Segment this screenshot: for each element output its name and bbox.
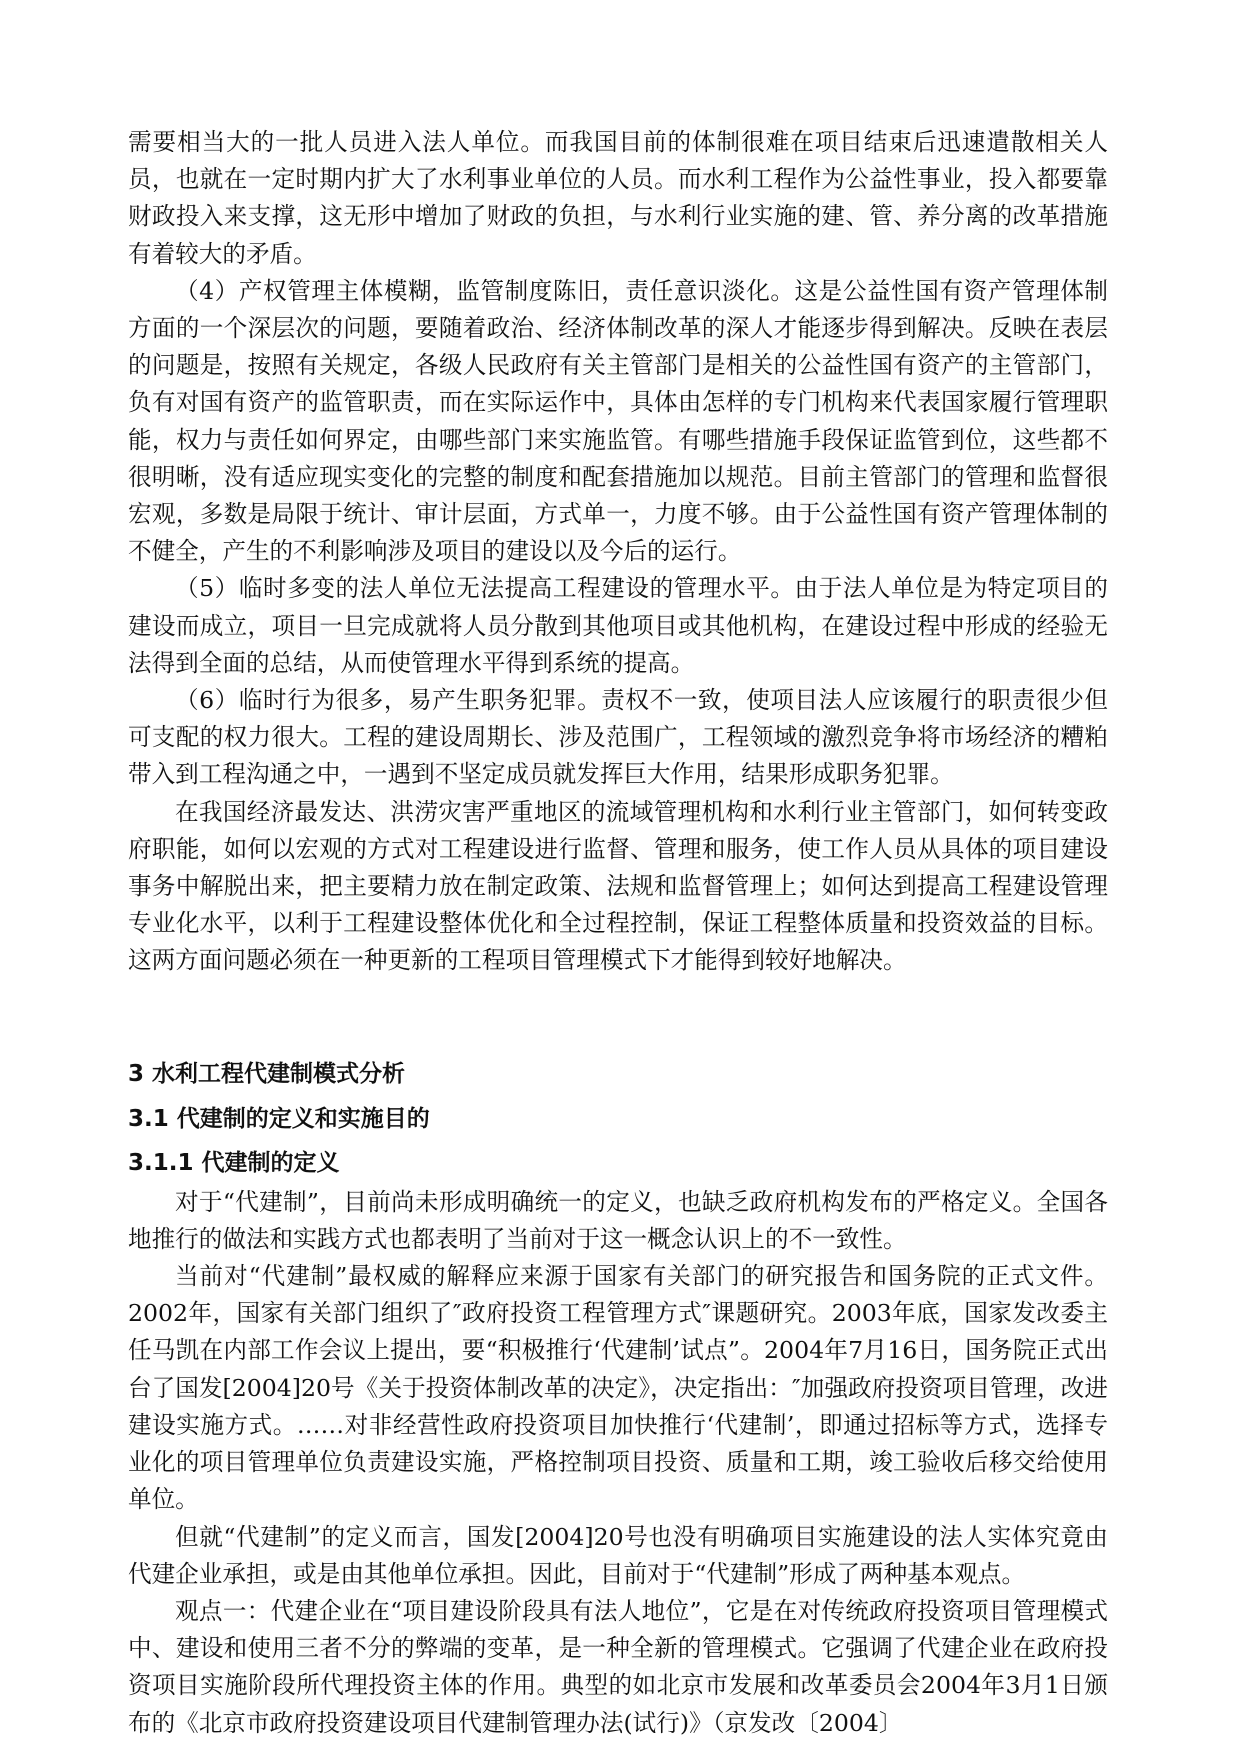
heading-section-3-1: 3.1 代建制的定义和实施目的 xyxy=(128,1105,430,1132)
paragraph-definition-1: 对于“代建制”，目前尚未形成明确统一的定义，也缺乏政府机构发布的严格定义。全国各地推行的做法和实践方式也都表明了当前对于这一概念认识上的不一致性。 xyxy=(128,1187,1108,1253)
paragraph-summary: 在我国经济最发达、洪涝灾害严重地区的流域管理机构和水利行业主管部门，如何转变政府职能，如何以宏观的方式对工程建设进行监督、管理和服务，使工作人员从具体的项目建设事务中解脱出来，把主要精力放在制定政策、法规和监督管理上；如何达到提高工程建设管理专业化水平，以利于工程建设整体优化和全过程控制，保证工程整体质量和投资效益的目标。这两方面问题必须在一种更新的工程项目管理模式下才能得到较好地解决。 xyxy=(128,797,1108,975)
paragraph-definition-2: 当前对“代建制”最权威的解释应来源于国家有关部门的研究报告和国务院的正式文件。2002年，国家有关部门组织了″政府投资工程管理方式″课题研究。2003年底，国家发改委主任马凯在内部工作会议上提出，要“积极推行‘代建制’试点”。2004年7月16日，国务院正式出台了国发[2004]20号《关于投资体制改革的决定》，决定指出：″加强政府投资项目管理，改进建设实施方式。……对非经营性政府投资项目加快推行‘代建制’，即通过招标等方式，选择专业化的项目管理单位负责建设实施，严格控制项目投资、质量和工期，竣工验收后移交给使用单位。 xyxy=(128,1262,1108,1514)
heading-section-3-1-1: 3.1.1 代建制的定义 xyxy=(128,1149,340,1176)
section-gap xyxy=(128,980,1108,1052)
paragraph-intro-continued: 需要相当大的一批人员进入法人单位。而我国目前的体制很难在项目结束后迅速遣散相关人员，也就在一定时期内扩大了水利事业单位的人员。而水利工程作为公益性事业，投入都要靠财政投入来支撑，这无形中增加了财政的负担，与水利行业实施的建、管、养分离的改革措施有着较大的矛盾。 xyxy=(128,128,1108,268)
paragraph-viewpoint-1: 观点一：代建企业在“项目建设阶段具有法人地位”，它是在对传统政府投资项目管理模式中、建设和使用三者不分的弊端的变革，是一种全新的管理模式。它强调了代建企业在政府投资项目实施阶段所代理投资主体的作用。典型的如北京市发展和改革委员会2004年3月1日颁布的《北京市政府投资建设项目代建制管理办法(试行)》（京发改〔2004〕 xyxy=(128,1596,1108,1737)
paragraph-item-5: （5）临时多变的法人单位无法提高工程建设的管理水平。由于法人单位是为特定项目的建设而成立，项目一旦完成就将人员分散到其他项目或其他机构，在建设过程中形成的经验无法得到全面的总结，从而使管理水平得到系统的提高。 xyxy=(128,574,1108,677)
paragraph-definition-3: 但就“代建制”的定义而言，国发[2004]20号也没有明确项目实施建设的法人实体究竟由代建企业承担，或是由其他单位承担。因此，目前对于“代建制”形成了两种基本观点。 xyxy=(128,1522,1108,1588)
document-page xyxy=(128,124,1108,1742)
paragraph-item-4: （4）产权管理主体模糊，监管制度陈旧，责任意识淡化。这是公益性国有资产管理体制方面的一个深层次的问题，要随着政治、经济体制改革的深人才能逐步得到解决。反映在表层的问题是，按照有关规定，各级人民政府有关主管部门是相关的公益性国有资产的主管部门，负有对国有资产的监管职责，而在实际运作中，具体由怎样的专门机构来代表国家履行管理职能，权力与责任如何界定，由哪些部门来实施监管。有哪些措施手段保证监管到位，这些都不很明晰，没有适应现实变化的完整的制度和配套措施加以规范。目前主管部门的管理和监督很宏观，多数是局限于统计、审计层面，方式单一，力度不够。由于公益性国有资产管理体制的不健全，产生的不利影响涉及项目的建设以及今后的运行。 xyxy=(128,276,1108,566)
paragraph-item-6: （6）临时行为很多，易产生职务犯罪。责权不一致，使项目法人应该履行的职责很少但可支配的权力很大。工程的建设周期长、涉及范围广，工程领域的激烈竞争将市场经济的糟粕带入到工程沟通之中，一遇到不坚定成员就发挥巨大作用，结果形成职务犯罪。 xyxy=(128,686,1108,789)
heading-section-3: 3 水利工程代建制模式分析 xyxy=(128,1060,406,1087)
